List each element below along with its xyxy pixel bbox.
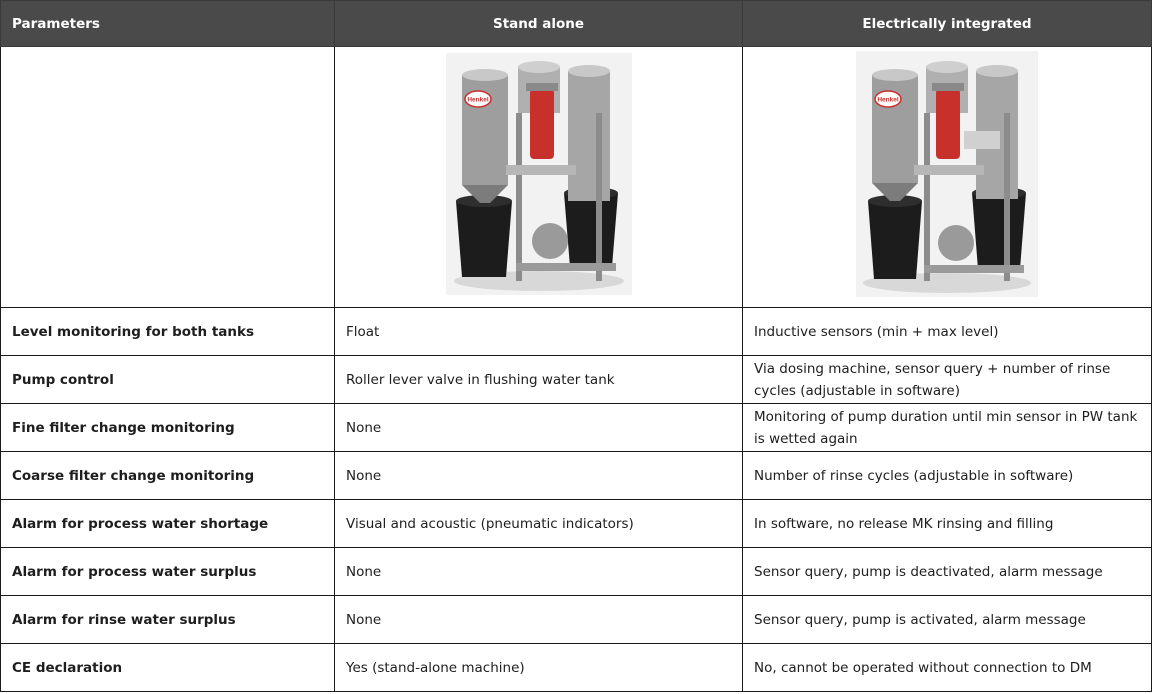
stand-alone-cell: None <box>335 596 743 644</box>
image-row-empty-cell <box>1 47 335 308</box>
table-row <box>1 644 1152 692</box>
param-cell: CE declaration <box>1 644 335 692</box>
table-row <box>1 596 1152 644</box>
param-cell: Fine filter change monitoring <box>1 404 335 452</box>
param-cell: Pump control <box>1 356 335 404</box>
header-stand-alone: Stand alone <box>335 1 743 47</box>
table-row <box>1 404 1152 452</box>
table-row <box>1 548 1152 596</box>
header-electrically-integrated: Electrically integrated <box>743 1 1152 47</box>
integrated-cell: Via dosing machine, sensor query + number of rinse cycles (adjustable in software) <box>743 356 1152 404</box>
stand-alone-cell: Float <box>335 308 743 356</box>
stand-alone-cell: None <box>335 548 743 596</box>
henkel-logo-right: Henkel <box>877 96 899 103</box>
stand-alone-image-cell <box>335 47 743 308</box>
table-row <box>1 500 1152 548</box>
param-cell: Alarm for process water shortage <box>1 500 335 548</box>
stand-alone-cell: None <box>335 452 743 500</box>
stand-alone-cell: Yes (stand-alone machine) <box>335 644 743 692</box>
stand-alone-cell: Visual and acoustic (pneumatic indicators) <box>335 500 743 548</box>
image-row <box>1 47 1152 308</box>
param-cell: Alarm for process water surplus <box>1 548 335 596</box>
param-cell: Coarse filter change monitoring <box>1 452 335 500</box>
integrated-cell: Sensor query, pump is activated, alarm message <box>743 596 1152 644</box>
integrated-cell: Inductive sensors (min + max level) <box>743 308 1152 356</box>
henkel-logo-left: Henkel <box>466 96 489 103</box>
stand-alone-cell: Roller lever valve in flushing water tank <box>335 356 743 404</box>
stand-alone-cell: None <box>335 404 743 452</box>
header-row <box>1 1 1152 47</box>
stand-alone-machine-image <box>446 53 632 295</box>
param-cell: Alarm for rinse water surplus <box>1 596 335 644</box>
integrated-cell: Sensor query, pump is deactivated, alarm message <box>743 548 1152 596</box>
integrated-cell: In software, no release MK rinsing and filling <box>743 500 1152 548</box>
integrated-cell: Number of rinse cycles (adjustable in software) <box>743 452 1152 500</box>
integrated-machine-image <box>856 51 1038 297</box>
header-parameters: Parameters <box>1 1 335 47</box>
table-row <box>1 356 1152 404</box>
integrated-cell: No, cannot be operated without connection to DM <box>743 644 1152 692</box>
integrated-cell: Monitoring of pump duration until min sensor in PW tank is wetted again <box>743 404 1152 452</box>
table-row <box>1 308 1152 356</box>
integrated-image-cell <box>743 47 1152 308</box>
param-cell: Level monitoring for both tanks <box>1 308 335 356</box>
table-row <box>1 452 1152 500</box>
